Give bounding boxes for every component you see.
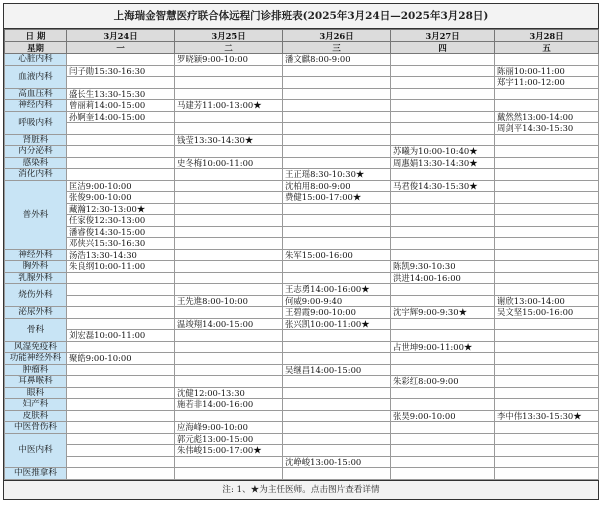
schedule-row (5, 376, 599, 388)
department-d2: 血液内科 (5, 65, 67, 88)
schedule-row (5, 100, 599, 112)
schedule-cell (495, 180, 599, 192)
schedule-cell (495, 445, 599, 457)
schedule-cell: 戴然然13:00-14:00 (495, 111, 599, 123)
schedule-cell (67, 456, 175, 468)
schedule-cell (175, 88, 283, 100)
department-d7: 内分泌科 (5, 146, 67, 158)
schedule-row (5, 157, 599, 169)
schedule-cell (283, 468, 391, 480)
schedule-cell (495, 330, 599, 342)
schedule-cell (283, 157, 391, 169)
department-d8: 感染科 (5, 157, 67, 169)
schedule-table (4, 29, 599, 480)
schedule-cell: 沈健12:00-13:30 (175, 387, 283, 399)
schedule-cell (391, 330, 495, 342)
schedule-cell (391, 123, 495, 135)
schedule-cell: 沈柏用8:00-9:00 (283, 180, 391, 192)
schedule-cell (283, 353, 391, 365)
schedule-cell (67, 284, 175, 296)
schedule-row (5, 422, 599, 434)
weekday-tue: 二 (175, 42, 283, 54)
schedule-cell (283, 422, 391, 434)
schedule-cell (67, 169, 175, 181)
schedule-row (5, 54, 599, 66)
weekday-thu: 四 (391, 42, 495, 54)
schedule-cell (391, 134, 495, 146)
date-fri: 3月28日 (495, 30, 599, 42)
schedule-cell (495, 399, 599, 411)
schedule-cell (67, 364, 175, 376)
schedule-row (5, 203, 599, 215)
schedule-cell: 王志勇14:00-16:00★ (283, 284, 391, 296)
department-d6: 肾脏科 (5, 134, 67, 146)
schedule-row (5, 88, 599, 100)
schedule-cell: 吴继昌14:00-15:00 (283, 364, 391, 376)
schedule-cell (283, 226, 391, 238)
schedule-cell (283, 341, 391, 353)
schedule-cell: 闫子勛15:30-16:30 (67, 65, 175, 77)
department-d16: 骨科 (5, 318, 67, 341)
schedule-cell (495, 215, 599, 227)
schedule-cell (391, 318, 495, 330)
schedule-cell (391, 100, 495, 112)
schedule-cell (175, 111, 283, 123)
schedule-cell (495, 376, 599, 388)
schedule-cell (495, 100, 599, 112)
schedule-cell: 孙婀奎14:00-15:00 (67, 111, 175, 123)
schedule-cell: 马君俊14:30-15:30★ (391, 180, 495, 192)
department-d23: 皮肤科 (5, 410, 67, 422)
schedule-cell (175, 353, 283, 365)
schedule-cell: 王碧霞9:00-10:00 (283, 307, 391, 319)
schedule-cell (67, 77, 175, 89)
schedule-cell: 吴文坚15:00-16:00 (495, 307, 599, 319)
schedule-cell (391, 226, 495, 238)
schedule-cell (391, 353, 495, 365)
schedule-cell (495, 226, 599, 238)
schedule-cell (391, 249, 495, 261)
schedule-cell (495, 249, 599, 261)
schedule-row (5, 77, 599, 89)
schedule-cell (391, 284, 495, 296)
schedule-cell (283, 65, 391, 77)
schedule-cell (67, 341, 175, 353)
schedule-cell: 施若非14:00-16:00 (175, 399, 283, 411)
schedule-cell (495, 468, 599, 480)
schedule-cell (67, 410, 175, 422)
schedule-cell (495, 318, 599, 330)
schedule-cell: 张兴凯10:00-11:00★ (283, 318, 391, 330)
schedule-cell (495, 272, 599, 284)
schedule-cell (175, 146, 283, 158)
schedule-cell (391, 422, 495, 434)
department-d22: 妇产科 (5, 399, 67, 411)
schedule-cell: 周惠娟13:30-14:30★ (391, 157, 495, 169)
schedule-cell (283, 445, 391, 457)
schedule-cell: 郑宇11:00-12:00 (495, 77, 599, 89)
schedule-row (5, 249, 599, 261)
schedule-cell (175, 123, 283, 135)
schedule-cell: 王正瑶8:30-10:30★ (283, 169, 391, 181)
schedule-cell (283, 376, 391, 388)
department-d4: 神经内科 (5, 100, 67, 112)
schedule-cell: 马建芳11:00-13:00★ (175, 100, 283, 112)
schedule-cell (495, 353, 599, 365)
schedule-cell (283, 100, 391, 112)
weekday-header-row (5, 42, 599, 54)
schedule-row (5, 65, 599, 77)
department-d20: 耳鼻喉科 (5, 376, 67, 388)
schedule-cell (495, 341, 599, 353)
schedule-cell (175, 272, 283, 284)
schedule-cell (283, 111, 391, 123)
schedule-cell (67, 157, 175, 169)
schedule-cell (175, 456, 283, 468)
schedule-cell (175, 180, 283, 192)
schedule-row (5, 399, 599, 411)
schedule-cell (391, 88, 495, 100)
date-wed: 3月26日 (283, 30, 391, 42)
schedule-row (5, 341, 599, 353)
schedule-cell: 谢欣13:00-14:00 (495, 295, 599, 307)
schedule-cell (175, 77, 283, 89)
schedule-cell (67, 295, 175, 307)
schedule-row (5, 215, 599, 227)
schedule-cell (175, 468, 283, 480)
schedule-cell (283, 134, 391, 146)
schedule-cell (67, 387, 175, 399)
schedule-cell (175, 330, 283, 342)
schedule-row (5, 111, 599, 123)
schedule-cell (175, 226, 283, 238)
schedule-cell: 潘文麒8:00-9:00 (283, 54, 391, 66)
schedule-cell (175, 410, 283, 422)
schedule-row (5, 468, 599, 480)
schedule-cell: 沈峥峻13:00-15:00 (283, 456, 391, 468)
schedule-cell (67, 376, 175, 388)
schedule-row (5, 456, 599, 468)
footer-note: 注: 1、★为主任医师。点击图片查看详情 (4, 480, 598, 499)
department-d10: 普外科 (5, 180, 67, 249)
schedule-cell (391, 192, 495, 204)
schedule-cell (391, 111, 495, 123)
schedule-cell: 温竣翔14:00-15:00 (175, 318, 283, 330)
weekday-label: 星期 (5, 42, 67, 54)
department-d15: 泌尿外科 (5, 307, 67, 319)
department-d25: 中医内科 (5, 433, 67, 468)
department-d24: 中医骨伤科 (5, 422, 67, 434)
department-d13: 乳腺外科 (5, 272, 67, 284)
schedule-cell (283, 261, 391, 273)
document-title: 上海瑞金智慧医疗联合体远程门诊排班表(2025年3月24日—2025年3月28日) (4, 4, 598, 29)
schedule-cell (391, 65, 495, 77)
schedule-cell: 何威9:00-9:40 (283, 295, 391, 307)
schedule-row (5, 192, 599, 204)
schedule-cell (67, 433, 175, 445)
schedule-cell: 聚皓9:00-10:00 (67, 353, 175, 365)
schedule-cell (495, 157, 599, 169)
schedule-row (5, 169, 599, 181)
schedule-cell (67, 146, 175, 158)
schedule-row (5, 284, 599, 296)
schedule-cell (283, 88, 391, 100)
schedule-cell (67, 54, 175, 66)
schedule-cell: 张昊9:00-10:00 (391, 410, 495, 422)
schedule-cell (175, 364, 283, 376)
schedule-cell: 朱良纲10:00-11:00 (67, 261, 175, 273)
schedule-row (5, 433, 599, 445)
schedule-cell (283, 215, 391, 227)
schedule-row (5, 353, 599, 365)
schedule-cell (391, 238, 495, 250)
schedule-cell (283, 272, 391, 284)
schedule-cell: 盛长生13:30-15:30 (67, 88, 175, 100)
department-d5: 呼吸内科 (5, 111, 67, 134)
schedule-cell: 朱彩红8:00-9:00 (391, 376, 495, 388)
schedule-cell (495, 364, 599, 376)
schedule-cell: 邓侠兴15:30-16:30 (67, 238, 175, 250)
date-mon: 3月24日 (67, 30, 175, 42)
schedule-cell (495, 456, 599, 468)
schedule-row (5, 410, 599, 422)
schedule-row (5, 134, 599, 146)
schedule-cell (175, 341, 283, 353)
schedule-cell (495, 134, 599, 146)
weekday-wed: 三 (283, 42, 391, 54)
schedule-cell: 陈凯9:30-10:30 (391, 261, 495, 273)
schedule-cell (391, 399, 495, 411)
schedule-cell (495, 203, 599, 215)
schedule-cell (175, 215, 283, 227)
schedule-cell (391, 456, 495, 468)
schedule-cell (67, 318, 175, 330)
schedule-row (5, 272, 599, 284)
schedule-row (5, 387, 599, 399)
date-tue: 3月25日 (175, 30, 283, 42)
schedule-cell: 匡洁9:00-10:00 (67, 180, 175, 192)
schedule-cell (495, 192, 599, 204)
schedule-cell: 李中伟13:30-15:30★ (495, 410, 599, 422)
schedule-cell (391, 387, 495, 399)
schedule-cell (175, 169, 283, 181)
schedule-cell: 洪进14:00-16:00 (391, 272, 495, 284)
schedule-cell (495, 88, 599, 100)
schedule-cell (175, 376, 283, 388)
date-thu: 3月27日 (391, 30, 495, 42)
schedule-cell: 应海峰9:00-10:00 (175, 422, 283, 434)
schedule-cell (67, 399, 175, 411)
schedule-cell (67, 468, 175, 480)
schedule-cell (391, 364, 495, 376)
schedule-row (5, 226, 599, 238)
department-d26: 中医推拿科 (5, 468, 67, 480)
schedule-cell (283, 433, 391, 445)
department-d12: 胸外科 (5, 261, 67, 273)
schedule-row (5, 146, 599, 158)
schedule-cell (67, 445, 175, 457)
schedule-cell (175, 261, 283, 273)
schedule-row (5, 330, 599, 342)
schedule-cell (495, 422, 599, 434)
schedule-cell (67, 307, 175, 319)
schedule-cell (283, 146, 391, 158)
schedule-cell: 汤浩13:30-14:30 (67, 249, 175, 261)
schedule-cell (495, 238, 599, 250)
schedule-row (5, 180, 599, 192)
schedule-cell (175, 284, 283, 296)
schedule-cell (283, 77, 391, 89)
schedule-cell (391, 433, 495, 445)
schedule-cell (391, 215, 495, 227)
schedule-cell: 占世坤9:00-11:00★ (391, 341, 495, 353)
date-header-row (5, 30, 599, 42)
schedule-cell (175, 238, 283, 250)
department-d19: 肿瘤科 (5, 364, 67, 376)
schedule-cell (175, 203, 283, 215)
schedule-cell (495, 54, 599, 66)
schedule-cell: 刘宏磊10:00-11:00 (67, 330, 175, 342)
schedule-cell: 任家俊12:30-13:00 (67, 215, 175, 227)
schedule-cell (175, 65, 283, 77)
weekday-fri: 五 (495, 42, 599, 54)
schedule-cell (391, 203, 495, 215)
schedule-cell: 钱莹13:30-14:30★ (175, 134, 283, 146)
weekday-mon: 一 (67, 42, 175, 54)
schedule-cell (283, 203, 391, 215)
schedule-cell (283, 330, 391, 342)
schedule-row (5, 445, 599, 457)
schedule-row (5, 364, 599, 376)
schedule-cell (391, 77, 495, 89)
schedule-cell (283, 387, 391, 399)
schedule-cell (391, 445, 495, 457)
schedule-cell (67, 123, 175, 135)
schedule-cell: 藏瀚12:30-13:00★ (67, 203, 175, 215)
schedule-row (5, 307, 599, 319)
schedule-cell (67, 272, 175, 284)
schedule-cell: 罗晓颖9:00-10:00 (175, 54, 283, 66)
department-d3: 高血压科 (5, 88, 67, 100)
department-d21: 眼科 (5, 387, 67, 399)
schedule-cell (495, 261, 599, 273)
department-d11: 神经外科 (5, 249, 67, 261)
schedule-cell (495, 169, 599, 181)
schedule-row (5, 318, 599, 330)
schedule-cell: 王先進8:00-10:00 (175, 295, 283, 307)
department-d1: 心脏内科 (5, 54, 67, 66)
schedule-cell: 潘睿俊14:30-15:00 (67, 226, 175, 238)
schedule-cell: 史冬梅10:00-11:00 (175, 157, 283, 169)
schedule-row (5, 295, 599, 307)
department-d17: 风湿免疫科 (5, 341, 67, 353)
schedule-cell: 陈丽10:00-11:00 (495, 65, 599, 77)
schedule-cell: 朱伟峻15:00-17:00★ (175, 445, 283, 457)
schedule-cell (391, 468, 495, 480)
department-d14: 烧伤外科 (5, 284, 67, 307)
schedule-cell (391, 295, 495, 307)
schedule-cell (495, 146, 599, 158)
schedule-cell (283, 410, 391, 422)
department-d18: 功能神经外科 (5, 353, 67, 365)
schedule-cell (283, 238, 391, 250)
schedule-cell (283, 123, 391, 135)
schedule-document (3, 3, 599, 500)
schedule-cell (175, 249, 283, 261)
schedule-cell (67, 422, 175, 434)
department-d9: 消化内科 (5, 169, 67, 181)
date-label: 日 期 (5, 30, 67, 42)
schedule-cell: 曾丽莉14:00-15:00 (67, 100, 175, 112)
schedule-cell (283, 399, 391, 411)
schedule-cell (175, 192, 283, 204)
schedule-cell (495, 433, 599, 445)
schedule-row (5, 238, 599, 250)
schedule-cell: 郭元彪13:00-15:00 (175, 433, 283, 445)
schedule-cell: 费健15:00-17:00★ (283, 192, 391, 204)
schedule-cell (391, 54, 495, 66)
schedule-cell: 张俊9:00-10:00 (67, 192, 175, 204)
schedule-row (5, 261, 599, 273)
schedule-cell (495, 284, 599, 296)
schedule-cell: 朱军15:00-16:00 (283, 249, 391, 261)
schedule-cell (175, 307, 283, 319)
schedule-cell (391, 169, 495, 181)
schedule-cell (495, 387, 599, 399)
schedule-cell: 沈宇辉9:00-9:30★ (391, 307, 495, 319)
schedule-row (5, 123, 599, 135)
schedule-cell (67, 134, 175, 146)
schedule-cell: 周剑平14:30-15:30 (495, 123, 599, 135)
schedule-cell: 苏曦为10:00-10:40★ (391, 146, 495, 158)
